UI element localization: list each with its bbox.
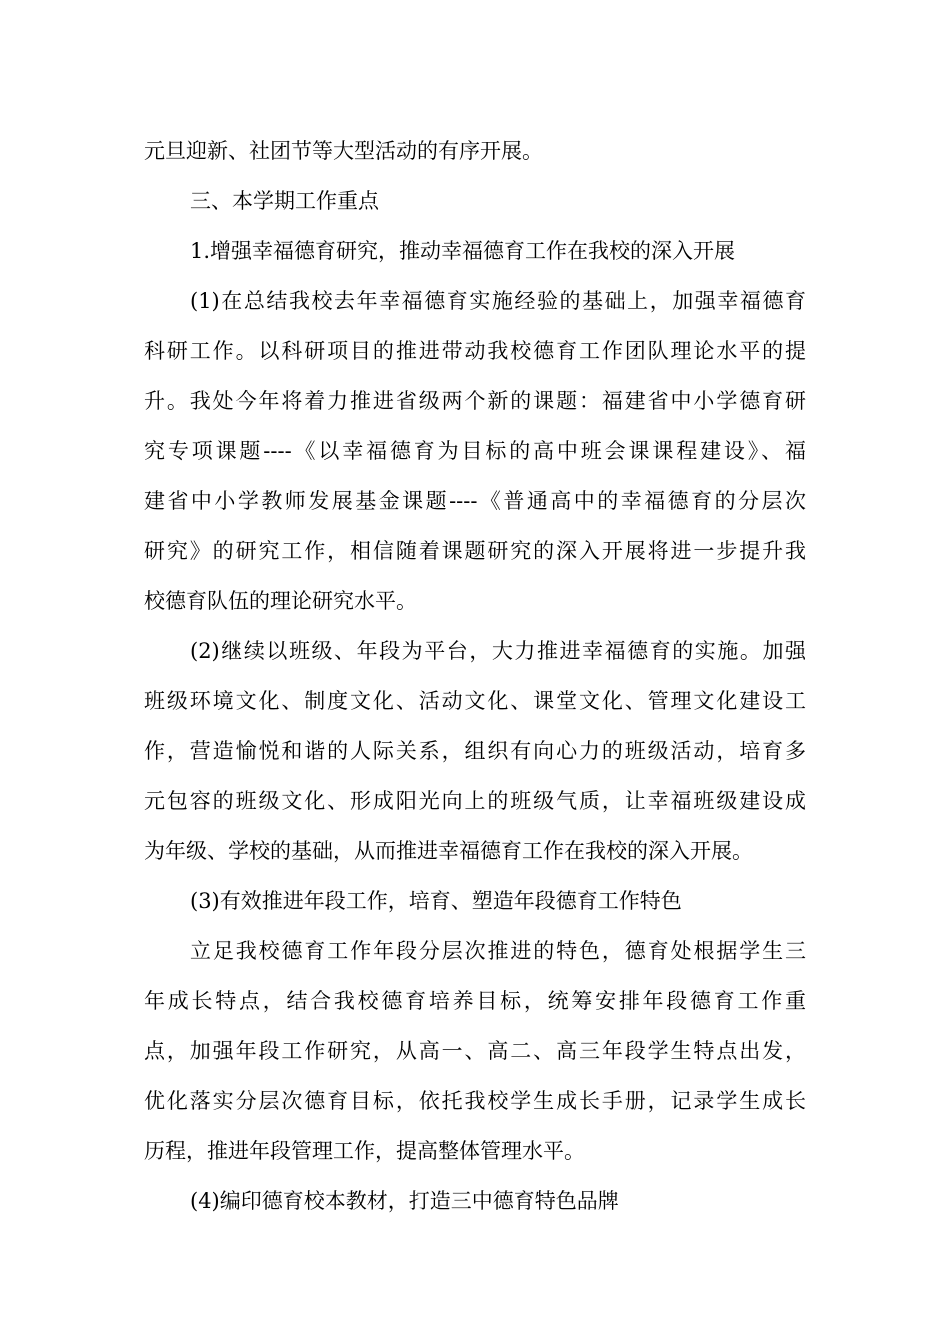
paragraph-3-line-3: 点，加强年段工作研究，从高一、高二、高三年段学生特点出发， [144,1039,806,1063]
paragraph-2-line-1: (2)继续以班级、年段为平台，大力推进幸福德育的实施。加强 [190,639,806,663]
paragraph-1-line-2: 科研工作。以科研项目的推进带动我校德育工作团队理论水平的提 [144,339,806,363]
paragraph-2-line-2: 班级环境文化、制度文化、活动文化、课堂文化、管理文化建设工 [144,689,806,713]
paragraph-4-heading: (4)编印德育校本教材，打造三中德育特色品牌 [190,1189,619,1213]
paragraph-2-line-5: 为年级、学校的基础，从而推进幸福德育工作在我校的深入开展。 [144,839,753,863]
text-line-1: 元旦迎新、社团节等大型活动的有序开展。 [144,139,543,163]
paragraph-3-line-5: 历程，推进年段管理工作，提高整体管理水平。 [144,1139,585,1163]
paragraph-3-line-2: 年成长特点，结合我校德育培养目标，统筹安排年段德育工作重 [144,989,806,1013]
paragraph-2-line-4: 元包容的班级文化、形成阳光向上的班级气质，让幸福班级建设成 [144,789,806,813]
paragraph-1-line-1: (1)在总结我校去年幸福德育实施经验的基础上，加强幸福德育 [190,289,806,313]
section-heading: 三、本学期工作重点 [190,189,379,213]
paragraph-1-line-4: 究专项课题----《以幸福德育为目标的高中班会课课程建设》、福 [144,439,806,463]
subsection-heading: 1.增强幸福德育研究，推动幸福德育工作在我校的深入开展 [190,239,736,263]
paragraph-2-line-3: 作，营造愉悦和谐的人际关系，组织有向心力的班级活动，培育多 [144,739,806,763]
paragraph-1-line-3: 升。我处今年将着力推进省级两个新的课题：福建省中小学德育研 [144,389,806,413]
paragraph-3-line-4: 优化落实分层次德育目标，依托我校学生成长手册，记录学生成长 [144,1089,806,1113]
paragraph-1-line-7: 校德育队伍的理论研究水平。 [144,589,417,613]
paragraph-3-line-1: 立足我校德育工作年段分层次推进的特色，德育处根据学生三 [190,939,806,963]
paragraph-1-line-6: 研究》的研究工作，相信随着课题研究的深入开展将进一步提升我 [144,539,806,563]
paragraph-3-heading: (3)有效推进年段工作，培育、塑造年段德育工作特色 [190,889,682,913]
paragraph-1-line-5: 建省中小学教师发展基金课题----《普通高中的幸福德育的分层次 [144,489,806,513]
